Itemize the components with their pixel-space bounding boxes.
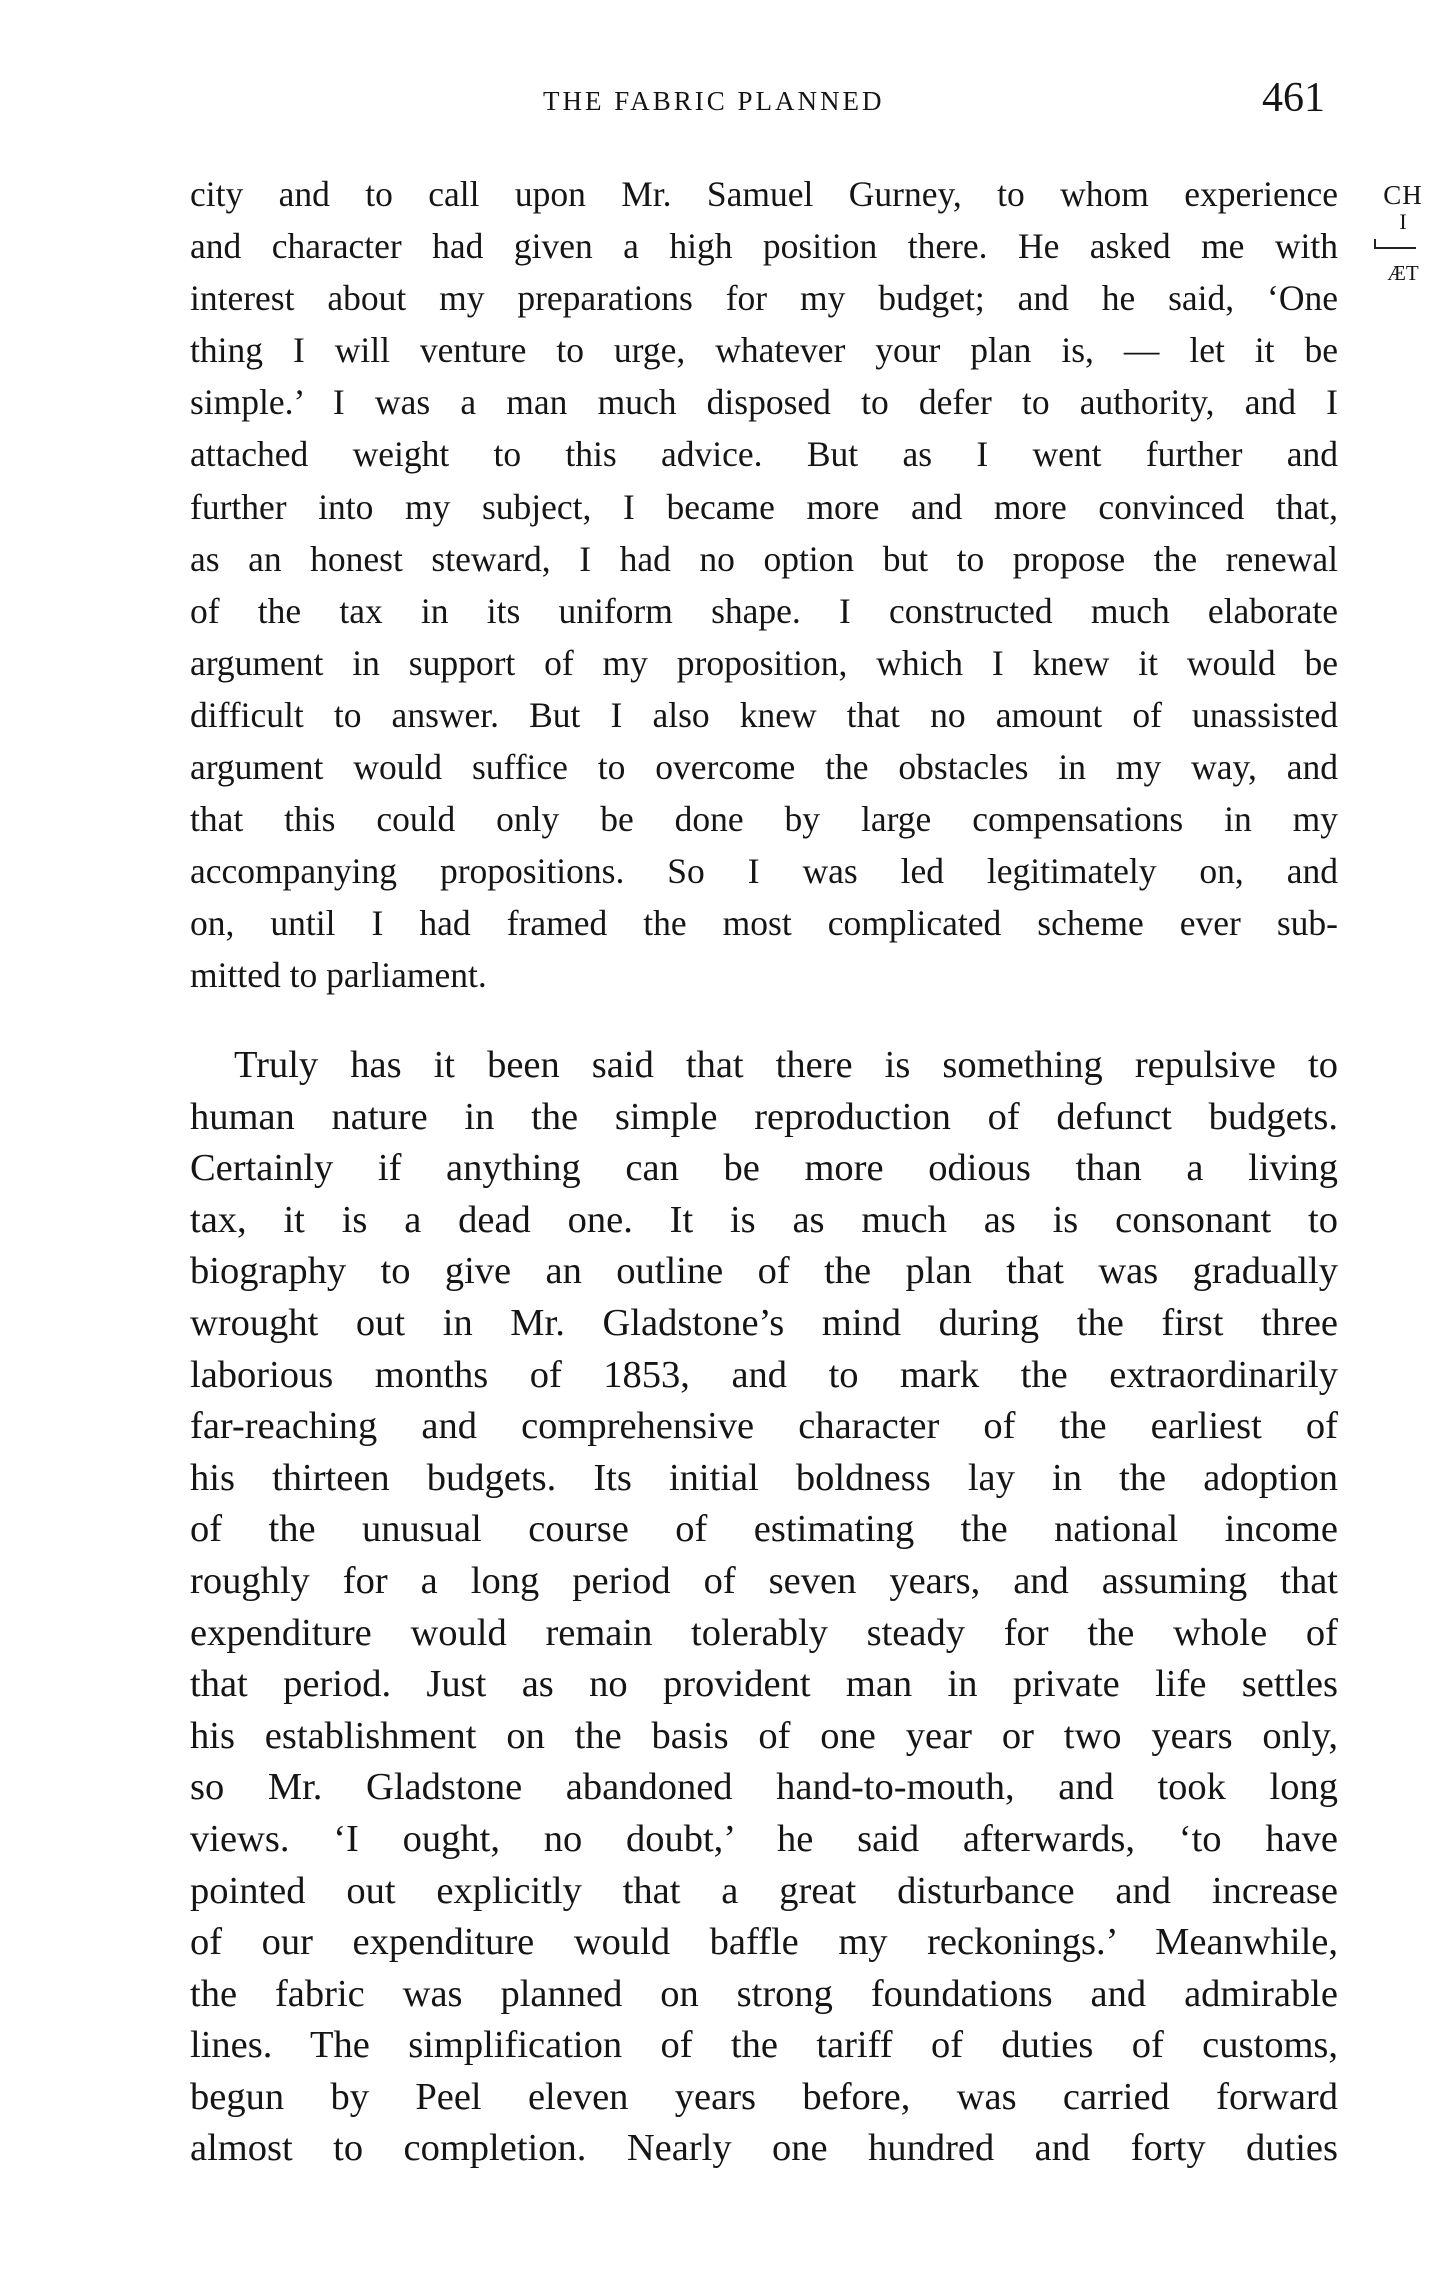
- quote-line: thing I will venture to urge, whatever your plan is, — let it be: [190, 330, 1338, 371]
- body-line: Certainly if anything can be more odious than a living: [190, 1147, 1338, 1190]
- margin-chapter: CH: [1383, 180, 1423, 210]
- quote-line: interest about my preparations for my budget; and he said, ‘One: [190, 278, 1338, 319]
- body-line: laborious months of 1853, and to mark the extraordinarily: [190, 1353, 1338, 1396]
- running-title: THE FABRIC PLANNED: [543, 86, 885, 116]
- quote-line: further into my subject, I became more and more convinced that,: [190, 486, 1338, 527]
- body-line: his establishment on the basis of one year or two years only,: [190, 1714, 1338, 1757]
- quote-line: difficult to answer. But I also knew that no amount of unassisted: [190, 694, 1338, 735]
- body-line: so Mr. Gladstone abandoned hand-to-mouth, and took long: [190, 1766, 1338, 1809]
- body-line: that period. Just as no provident man in private life settles: [190, 1663, 1338, 1706]
- quote-line: of the tax in its uniform shape. I constructed much elaborate: [190, 590, 1338, 631]
- body-line: roughly for a long period of seven years, and assuming that: [190, 1559, 1338, 1602]
- body-line: wrought out in Mr. Gladstone’s mind during the first three: [190, 1301, 1338, 1344]
- body-line: Truly has it been said that there is something repulsive to: [234, 1044, 1338, 1086]
- body-line: views. ‘I ought, no doubt,’ he said afterwards, ‘to have: [190, 1817, 1338, 1860]
- margin-chapter-number: I: [1399, 209, 1407, 234]
- quote-line: on, until I had framed the most complicated scheme ever sub-: [190, 903, 1338, 944]
- quote-line: mitted to parliament.: [190, 955, 487, 996]
- quote-line: simple.’ I was a man much disposed to defer to authority, and I: [190, 382, 1338, 423]
- body-line: lines. The simplification of the tariff of duties of customs,: [190, 2024, 1338, 2067]
- quote-line: accompanying propositions. So I was led legitimately on, and: [190, 851, 1338, 892]
- body-line: tax, it is a dead one. It is as much as is consonant to: [190, 1198, 1338, 1241]
- body-paragraph: [190, 1040, 1338, 2175]
- body-line: of our expenditure would baffle my reckonings.’ Meanwhile,: [190, 1921, 1338, 1964]
- body-line: his thirteen budgets. Its initial boldness lay in the adoption: [190, 1456, 1338, 1499]
- body-line: biography to give an outline of the plan that was gradually: [190, 1250, 1338, 1293]
- quote-line: that this could only be done by large compensations in my: [190, 799, 1338, 840]
- body-line: human nature in the simple reproduction of defunct budgets.: [190, 1095, 1338, 1138]
- quote-line: as an honest steward, I had no option but to propose the renewal: [190, 538, 1338, 579]
- quote-line: and character had given a high position there. He asked me with: [190, 226, 1338, 267]
- quote-line: attached weight to this advice. But as I went further and: [190, 434, 1338, 475]
- quote-line: argument would suffice to overcome the obstacles in my way, and: [190, 747, 1338, 788]
- body-line: expenditure would remain tolerably steady for the whole of: [190, 1611, 1338, 1654]
- quote-line: city and to call upon Mr. Samuel Gurney, to whom experience: [190, 174, 1338, 214]
- quoted-passage: [190, 168, 1338, 1002]
- body-line: pointed out explicitly that a great disturbance and increase: [190, 1869, 1338, 1912]
- body-line: of the unusual course of estimating the national income: [190, 1508, 1338, 1551]
- quote-line: argument in support of my proposition, which I knew it would be: [190, 642, 1338, 683]
- margin-note: [1368, 180, 1438, 286]
- body-line: almost to completion. Nearly one hundred and forty duties: [190, 2127, 1338, 2170]
- margin-bracket: [1374, 239, 1416, 249]
- margin-age: ÆT: [1387, 261, 1419, 285]
- body-line: begun by Peel eleven years before, was carried forward: [190, 2075, 1338, 2118]
- body-line: the fabric was planned on strong foundations and admirable: [190, 1972, 1338, 2015]
- body-line: far-reaching and comprehensive character of the earliest of: [190, 1405, 1338, 1448]
- page-number: 461: [1262, 75, 1325, 121]
